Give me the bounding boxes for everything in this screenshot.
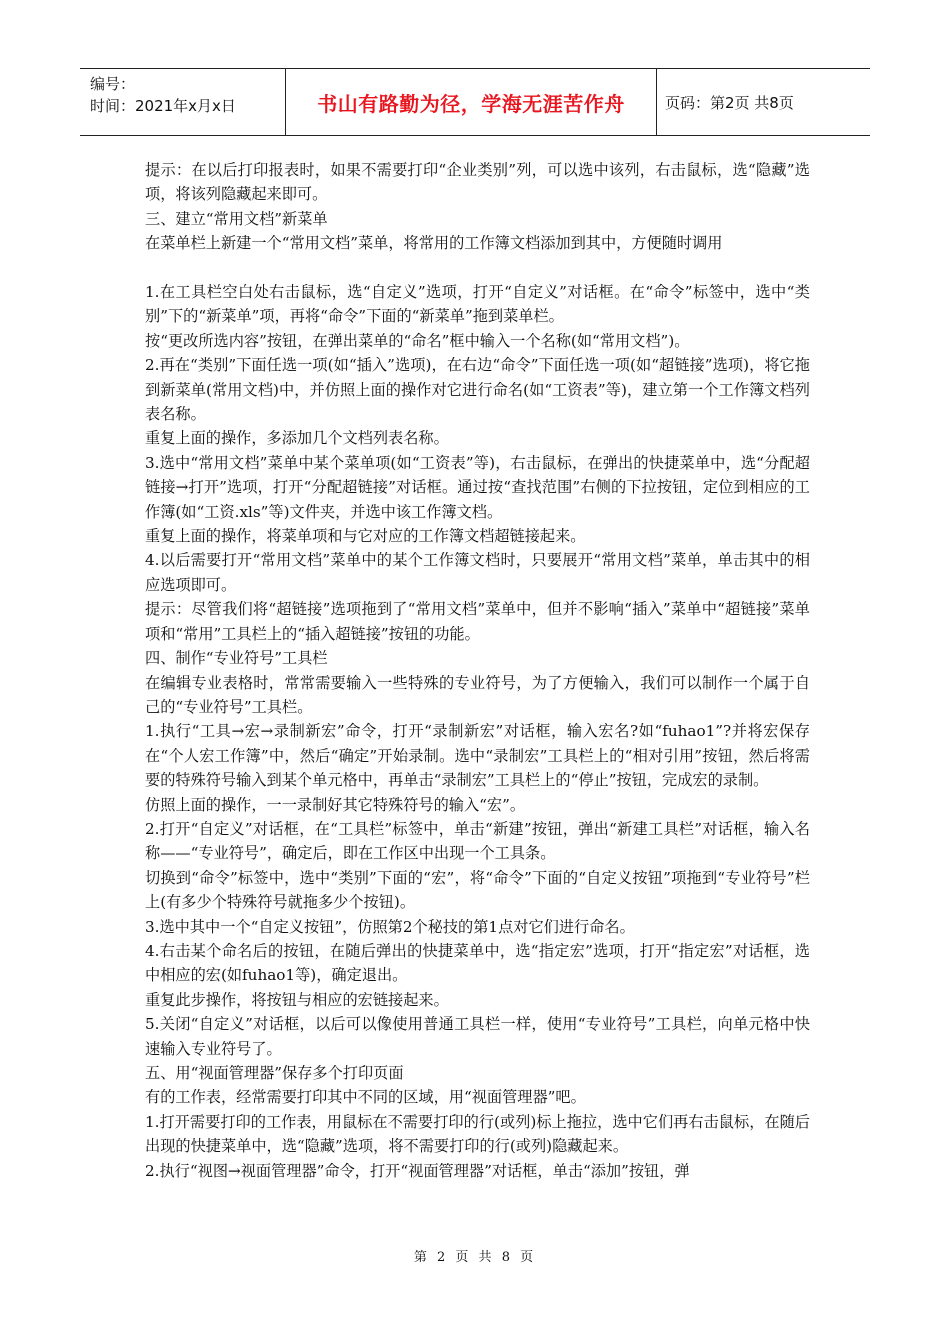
paragraph: 5.关闭“自定义”对话框，以后可以像使用普通工具栏一样，使用“专业符号”工具栏，向单元格中快速输入专业符号了。 xyxy=(145,1015,810,1058)
header-slogan-cell xyxy=(285,68,657,136)
section-heading: 三、建立“常用文档”新菜单 xyxy=(145,209,328,228)
paragraph: 2.再在“类别”下面任选一项(如“插入”选项)，在右边“命令”下面任选一项(如“超链接”选项)，将它拖到新菜单(常用文档)中，并仿照上面的操作对它进行命名(如“工资表”等)，建立第一个工作簿文档列表名称。 xyxy=(145,356,810,424)
paragraph: 重复此步操作，将按钮与相应的宏链接起来。 xyxy=(145,990,449,1009)
paragraph: 在编辑专业表格时，常常需要输入一些特殊的专业符号，为了方便输入，我们可以制作一个属于自己的“专业符号”工具栏。 xyxy=(145,673,810,716)
header-meta xyxy=(80,68,285,136)
paragraph: 2.打开“自定义”对话框，在“工具栏”标签中，单击“新建”按钮，弹出“新建工具栏”对话框，输入名称——“专业符号”，确定后，即在工作区中出现一个工具条。 xyxy=(145,819,810,863)
paragraph: 重复上面的操作，多添加几个文档列表名称。 xyxy=(145,429,449,448)
paragraph: 按“更改所选内容”按钮，在弹出菜单的“命名”框中输入一个名称(如“常用文档”)。 xyxy=(145,331,690,350)
paragraph: 有的工作表，经常需要打印其中不同的区域，用“视面管理器”吧。 xyxy=(145,1088,586,1107)
section-heading: 四、制作“专业符号”工具栏 xyxy=(145,649,328,668)
paragraph: 仿照上面的操作，一一录制好其它特殊符号的输入“宏”。 xyxy=(145,795,526,814)
paragraph: 切换到“命令”标签中，选中“类别”下面的“宏”，将“命令”下面的“自定义按钮”项拖到“专业符号”栏上(有多少个特殊符号就拖多少个按钮)。 xyxy=(145,868,810,912)
paragraph: 4.右击某个命名后的按钮，在随后弹出的快捷菜单中，选“指定宏”选项，打开“指定宏”对话框，选中相应的宏(如fuhao1等)，确定退出。 xyxy=(145,941,810,985)
paragraph: 在菜单栏上新建一个“常用文档”菜单，将常用的工作簿文档添加到其中，方便随时调用 xyxy=(145,234,723,253)
paragraph: 提示：在以后打印报表时，如果不需要打印“企业类别”列，可以选中该列，右击鼠标，选“隐藏”选项，将该列隐藏起来即可。 xyxy=(145,161,810,204)
page-header xyxy=(80,68,870,136)
document-time: 时间：2021年x月x日 xyxy=(90,97,236,115)
paragraph: 1.在工具栏空白处右击鼠标，选“自定义”选项，打开“自定义”对话框。在“命令”标签中，选中“类别”下的“新菜单”项，再将“命令”下面的“新菜单”拖到菜单栏。 xyxy=(145,283,810,326)
paragraph: 重复上面的操作，将菜单项和与它对应的工作簿文档超链接起来。 xyxy=(145,527,586,546)
paragraph: 3.选中其中一个“自定义按钮”，仿照第2个秘技的第1点对它们进行命名。 xyxy=(145,917,635,936)
blank-line xyxy=(145,256,810,280)
paragraph: 1.打开需要打印的工作表，用鼠标在不需要打印的行(或列)标上拖拉，选中它们再右击鼠标，在随后出现的快捷菜单中，选“隐藏”选项，将不需要打印的行(或列)隐藏起来。 xyxy=(145,1112,810,1156)
paragraph: 2.执行“视图→视面管理器”命令，打开“视面管理器”对话框，单击“添加”按钮，弹 xyxy=(145,1161,690,1180)
document-body xyxy=(145,158,810,1183)
paragraph: 1.执行“工具→宏→录制新宏”命令，打开“录制新宏”对话框，输入宏名?如“fuhao1”?并将宏保存在“个人宏工作簿”中，然后“确定”开始录制。选中“录制宏”工具栏上的“相对引用”按钮，然后将需要的特殊符号输入到某个单元格中，再单击“录制宏”工具栏上的“停止”按钮，完成宏的录制。 xyxy=(145,722,810,790)
header-slogan: 书山有路勤为径，学海无涯苦作舟 xyxy=(317,91,625,116)
paragraph: 提示：尽管我们将“超链接”选项拖到了“常用文档”菜单中，但并不影响“插入”菜单中“超链接”菜单项和“常用”工具栏上的“插入超链接”按钮的功能。 xyxy=(145,600,810,643)
document-number: 编号： xyxy=(90,75,136,93)
section-heading: 五、用“视面管理器”保存多个打印页面 xyxy=(145,1064,404,1083)
paragraph: 3.选中“常用文档”菜单中某个菜单项(如“工资表”等)，右击鼠标，在弹出的快捷菜单中，选“分配超链接→打开”选项，打开“分配超链接”对话框。通过按“查找范围”右侧的下拉按钮，定位到相应的工作簿(如“工资.xls”等)文件夹，并选中该工作簿文档。 xyxy=(145,453,810,521)
paragraph: 4.以后需要打开“常用文档”菜单中的某个工作簿文档时，只要展开“常用文档”菜单，单击其中的相应选项即可。 xyxy=(145,551,810,594)
page-footer: 第 2 页 共 8 页 xyxy=(413,1250,537,1265)
header-page-info: 页码：第2页 共8页 xyxy=(665,93,794,112)
header-page-info-cell xyxy=(657,68,870,136)
